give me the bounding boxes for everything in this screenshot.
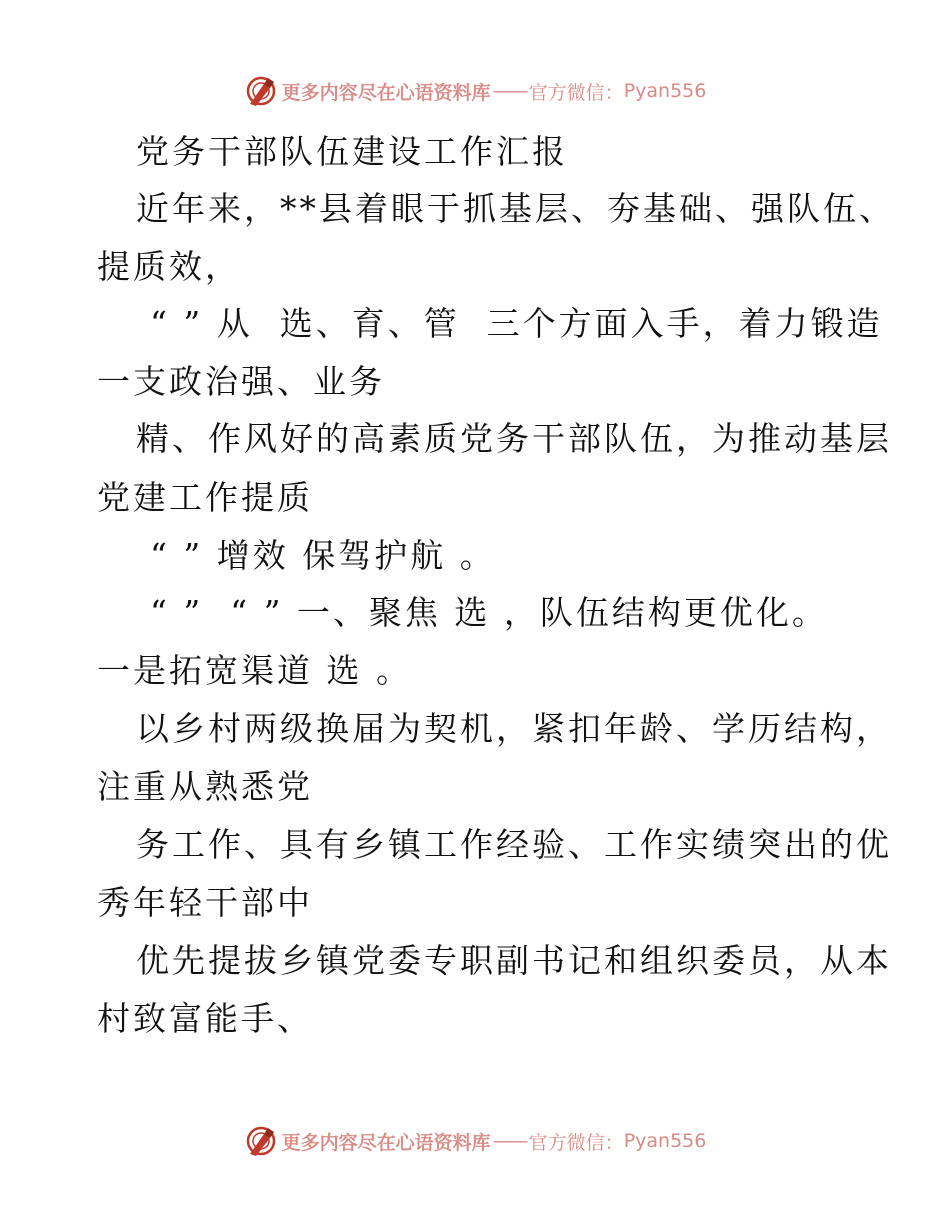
banner-wechat-id: Pyan556 — [623, 80, 707, 102]
banner-wechat-id: Pyan556 — [623, 1130, 707, 1152]
banner-dash: —— — [492, 1130, 527, 1152]
paragraph-line: 一是拓宽渠道 选 。 — [97, 651, 412, 690]
paragraph-line: 秀年轻干部中 — [97, 883, 313, 922]
paragraph-line: 优先提拔乡镇党委专职副书记和组织委员，从本 — [136, 941, 892, 980]
pen-logo-icon — [244, 74, 278, 108]
banner-main-text: 更多内容尽在心语资料库 — [281, 1131, 491, 1154]
paragraph-line: 精、作风好的高素质党务干部队伍，为推动基层 — [136, 419, 892, 458]
document-title: 党务干部队伍建设工作汇报 — [136, 132, 568, 171]
paragraph-line: 以乡村两级换届为契机，紧扣年龄、学历结构， — [136, 709, 892, 748]
paragraph-line: 近年来，**县着眼于抓基层、夯基础、强队伍、 — [136, 189, 895, 228]
banner-wechat-label: 官方微信： — [528, 81, 624, 104]
paragraph-line: 一支政治强、业务 — [97, 362, 385, 401]
paragraph-line: 党建工作提质 — [97, 478, 313, 517]
paragraph-line: “ ” 增效 保驾护航 。 — [150, 536, 496, 575]
footer-banner — [0, 1124, 950, 1158]
banner-dash: —— — [492, 80, 527, 102]
paragraph-line: 注重从熟悉党 — [97, 767, 313, 806]
banner-wechat-label: 官方微信： — [528, 1131, 624, 1154]
paragraph-line: 村致富能手、 — [97, 999, 313, 1038]
banner-main-text: 更多内容尽在心语资料库 — [281, 81, 491, 104]
paragraph-line: “ ” 从 选、育、管 三个方面入手，着力锻造 — [150, 304, 883, 343]
header-banner — [0, 74, 950, 108]
section-heading: “ ” “ ” 一、聚焦 选 ，队伍结构更优化。 — [150, 593, 828, 632]
pen-logo-icon — [244, 1124, 278, 1158]
paragraph-line: 务工作、具有乡镇工作经验、工作实绩突出的优 — [136, 825, 892, 864]
paragraph-line: 提质效， — [97, 247, 241, 286]
